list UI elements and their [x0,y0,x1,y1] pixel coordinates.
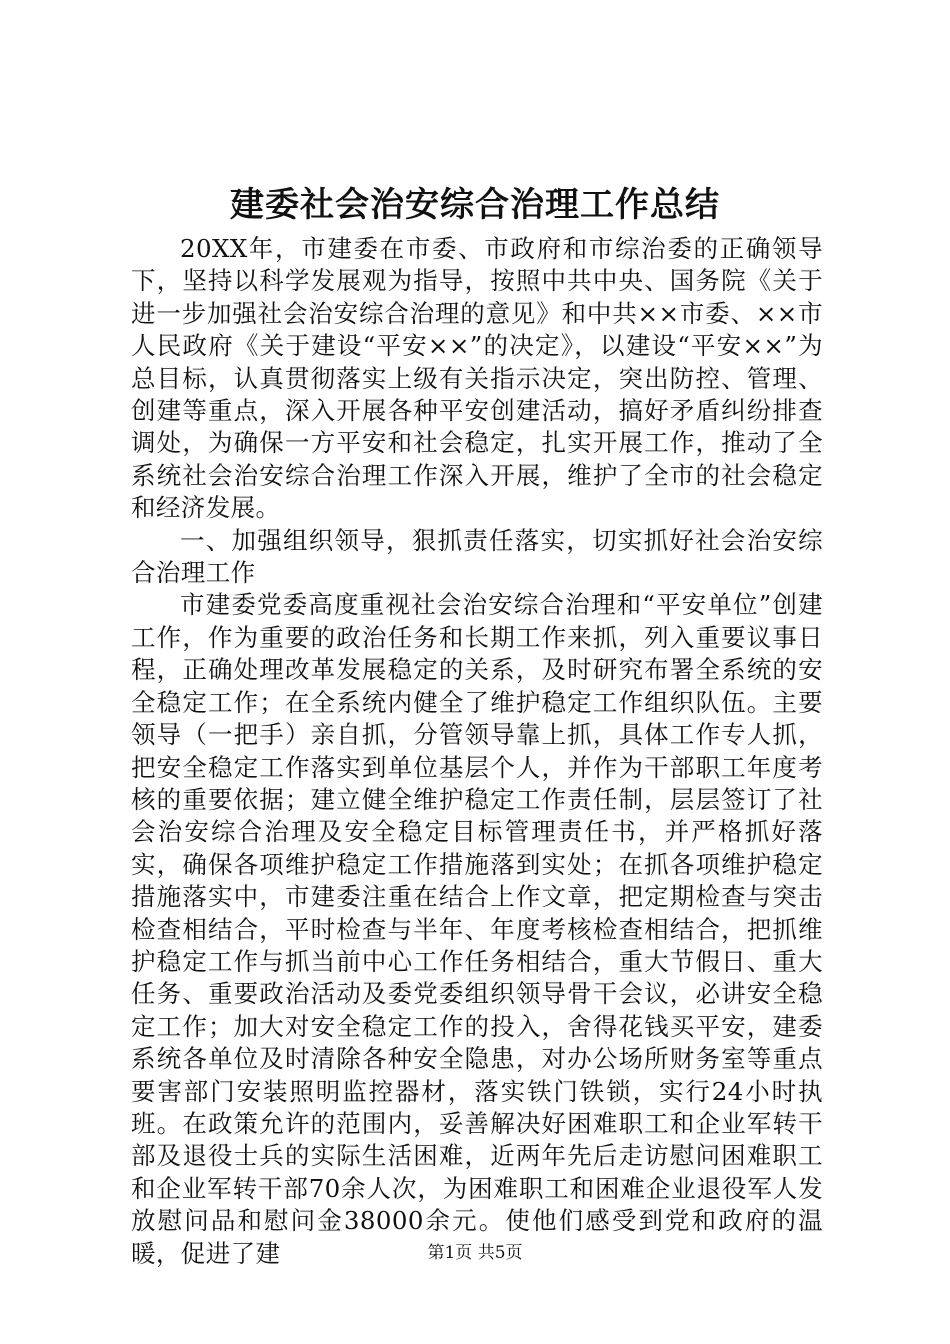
section-heading-1: 一、加强组织领导，狠抓责任落实，切实抓好社会治安综合治理工作 [131,525,823,588]
paragraph-intro: 20XX年，市建委在市委、市政府和市综治委的正确领导下，坚持以科学发展观为指导，按照中共中央、国务院《关于进一步加强社会治安综合治理的意见》和中共××市委、××市人民政府《关于建设“平安××”的决定》，以建设“平安××”为总目标，认真贯彻落实上级有关指示决定，突出防控、管理、创建等重点，深入开展各种平安创建活动，搞好矛盾纠纷排查调处，为确保一方平安和社会稳定，扎实开展工作，推动了全系统社会治安综合治理工作深入开展，维护了全市的社会稳定和经济发展。 [131,234,823,523]
document-body [131,233,823,1270]
paragraph-section-1: 市建委党委高度重视社会治安综合治理和“平安单位”创建工作，作为重要的政治任务和长期工作来抓，列入重要议事日程，正确处理改革发展稳定的关系，及时研究布署全系统的安全稳定工作；在全系统内健全了维护稳定工作组织队伍。主要领导（一把手）亲自抓，分管领导靠上抓，具体工作专人抓，把安全稳定工作落实到单位基层个人，并作为干部职工年度考核的重要依据；建立健全维护稳定工作责任制，层层签订了社会治安综合治理及安全稳定目标管理责任书，并严格抓好落实，确保各项维护稳定工作措施落到实处；在抓各项维护稳定措施落实中，市建委注重在结合上作文章，把定期检查与突击检查相结合，平时检查与半年、年度考核检查相结合，把抓维护稳定工作与抓当前中心工作任务相结合，重大节假日、重大任务、重要政治活动及委党委组织领导骨干会议，必讲安全稳定工作；加大对安全稳定工作的投入，舍得花钱买平安，建委系统各单位及时清除各种安全隐患，对办公场所财务室等重点要害部门安装照明监控器材，落实铁门铁锁，实行24小时执班。在政策允许的范围内，妥善解决好困难职工和企业军转干部及退役士兵的实际生活困难，近两年先后走访慰问困难职工和企业军转干部70余人次，为困难职工和困难企业退役军人发放慰问品和慰问金38000余元。使他们感受到党和政府的温暖，促进了建 [131,590,823,1268]
page-footer: 第1页 共5页 [427,1243,523,1263]
document-title: 建委社会治安综合治理工作总结 [230,185,720,225]
